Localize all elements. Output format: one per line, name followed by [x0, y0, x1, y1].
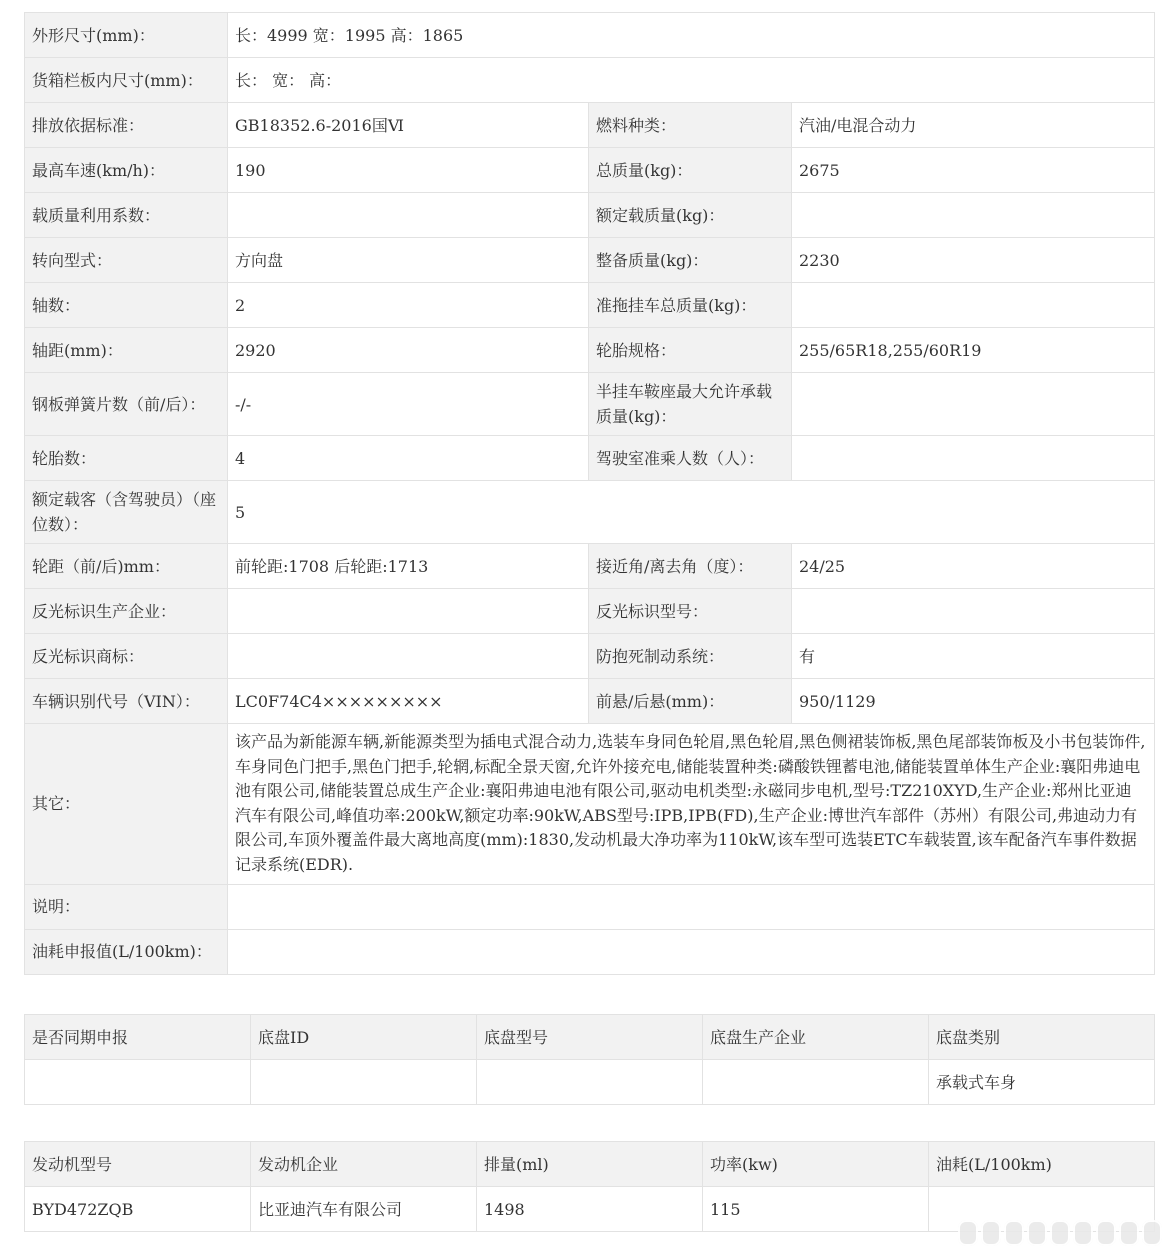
chassis-maker-value — [703, 1060, 929, 1105]
rated-load-label: 额定载质量(kg)： — [589, 193, 792, 238]
spring-leaves-label: 钢板弹簧片数（前/后）： — [25, 373, 228, 436]
engine-table — [24, 1141, 1155, 1232]
cargo-dimensions-label: 货箱栏板内尺寸(mm)： — [25, 58, 228, 103]
spec-row-vin — [25, 679, 1155, 724]
rated-load-value — [792, 193, 1155, 238]
spec-row-tires — [25, 436, 1155, 481]
max-speed-value: 190 — [228, 148, 589, 193]
other-label: 其它： — [25, 724, 228, 885]
vehicle-spec-table — [24, 12, 1155, 975]
total-mass-value: 2675 — [792, 148, 1155, 193]
watermark-logo — [958, 1220, 1162, 1246]
load-coefficient-value — [228, 193, 589, 238]
total-mass-label: 总质量(kg)： — [589, 148, 792, 193]
fuel-consumption-label: 油耗申报值(L/100km)： — [25, 929, 228, 974]
track-width-label: 轮距（前/后)mm： — [25, 544, 228, 589]
engine-model-value: BYD472ZQB — [25, 1187, 251, 1232]
engine-header-row — [25, 1142, 1155, 1187]
seats-value: 5 — [228, 481, 1155, 544]
wheelbase-label: 轴距(mm)： — [25, 328, 228, 373]
note-value — [228, 884, 1155, 929]
chassis-header-maker: 底盘生产企业 — [703, 1015, 929, 1060]
tire-spec-label: 轮胎规格： — [589, 328, 792, 373]
chassis-header-id: 底盘ID — [251, 1015, 477, 1060]
tire-count-value: 4 — [228, 436, 589, 481]
spec-row-seats — [25, 481, 1155, 544]
note-label: 说明： — [25, 884, 228, 929]
chassis-model-value — [477, 1060, 703, 1105]
chassis-table — [24, 1014, 1155, 1105]
trailer-mass-label: 准拖挂车总质量(kg)： — [589, 283, 792, 328]
emission-standard-label: 排放依据标准： — [25, 103, 228, 148]
chassis-concurrent-value — [25, 1060, 251, 1105]
engine-header-power: 功率(kw) — [703, 1142, 929, 1187]
spec-row-load — [25, 193, 1155, 238]
chassis-category-value: 承载式车身 — [929, 1060, 1155, 1105]
spec-row-reflector — [25, 589, 1155, 634]
approach-departure-angle-value: 24/25 — [792, 544, 1155, 589]
engine-displacement-value: 1498 — [477, 1187, 703, 1232]
spec-row-dimensions — [25, 13, 1155, 58]
chassis-header-row — [25, 1015, 1155, 1060]
cab-passengers-value — [792, 436, 1155, 481]
engine-maker-value: 比亚迪汽车有限公司 — [251, 1187, 477, 1232]
load-coefficient-label: 载质量利用系数： — [25, 193, 228, 238]
spec-row-other — [25, 724, 1155, 885]
spec-row-axles — [25, 283, 1155, 328]
cargo-dimensions-value: 长： 宽： 高： — [228, 58, 1155, 103]
vin-label: 车辆识别代号（VIN）： — [25, 679, 228, 724]
spec-row-steering — [25, 238, 1155, 283]
spec-row-fuel-consumption — [25, 929, 1155, 974]
steering-value: 方向盘 — [228, 238, 589, 283]
chassis-id-value — [251, 1060, 477, 1105]
reflector-model-label: 反光标识型号： — [589, 589, 792, 634]
vin-value: LC0F74C4××××××××× — [228, 679, 589, 724]
fuel-type-value: 汽油/电混合动力 — [792, 103, 1155, 148]
spec-row-speed — [25, 148, 1155, 193]
spec-row-track — [25, 544, 1155, 589]
seats-label: 额定载客（含驾驶员）（座位数）： — [25, 481, 228, 544]
engine-header-model: 发动机型号 — [25, 1142, 251, 1187]
chassis-header-category: 底盘类别 — [929, 1015, 1155, 1060]
chassis-header-model: 底盘型号 — [477, 1015, 703, 1060]
engine-header-fuel: 油耗(L/100km) — [929, 1142, 1155, 1187]
reflector-brand-label: 反光标识商标： — [25, 634, 228, 679]
reflector-maker-label: 反光标识生产企业： — [25, 589, 228, 634]
fuel-consumption-value — [228, 929, 1155, 974]
spec-row-emission — [25, 103, 1155, 148]
overhang-value: 950/1129 — [792, 679, 1155, 724]
spec-row-spring — [25, 373, 1155, 436]
spec-row-wheelbase — [25, 328, 1155, 373]
track-width-value: 前轮距:1708 后轮距:1713 — [228, 544, 589, 589]
reflector-maker-value — [228, 589, 589, 634]
saddle-load-label: 半挂车鞍座最大允许承载质量(kg)： — [589, 373, 792, 436]
max-speed-label: 最高车速(km/h)： — [25, 148, 228, 193]
emission-standard-value: GB18352.6-2016国Ⅵ — [228, 103, 589, 148]
abs-label: 防抱死制动系统： — [589, 634, 792, 679]
engine-header-displacement: 排量(ml) — [477, 1142, 703, 1187]
engine-power-value: 115 — [703, 1187, 929, 1232]
reflector-brand-value — [228, 634, 589, 679]
saddle-load-value — [792, 373, 1155, 436]
axles-value: 2 — [228, 283, 589, 328]
trailer-mass-value — [792, 283, 1155, 328]
reflector-model-value — [792, 589, 1155, 634]
engine-header-maker: 发动机企业 — [251, 1142, 477, 1187]
dimensions-label: 外形尺寸(mm)： — [25, 13, 228, 58]
chassis-header-concurrent: 是否同期申报 — [25, 1015, 251, 1060]
cab-passengers-label: 驾驶室准乘人数（人）： — [589, 436, 792, 481]
fuel-type-label: 燃料种类： — [589, 103, 792, 148]
chassis-data-row — [25, 1060, 1155, 1105]
overhang-label: 前悬/后悬(mm)： — [589, 679, 792, 724]
other-value: 该产品为新能源车辆,新能源类型为插电式混合动力,选装车身同色轮眉,黑色轮眉,黑色侧裙装饰板,黑色尾部装饰板及小书包装饰件,车身同色门把手,黑色门把手,轮辋,标配全景天窗,允许外接充电,储能装置种类:磷酸铁锂蓄电池,储能装置单体生产企业:襄阳弗迪电池有限公司,储能装置总成生产企业:襄阳弗迪电池有限公司,驱动电机类型:永磁同步电机,型号:TZ210XYD,生产企业:郑州比亚迪汽车有限公司,峰值功率:200kW,额定功率:90kW,ABS型号:IPB,IPB(FD),生产企业:博世汽车部件（苏州）有限公司,弗迪动力有限公司,车顶外覆盖件最大离地高度(mm):1830,发动机最大净功率为110kW,该车型可选装ETC车载装置,该车配备汽车事件数据记录系统(EDR). — [228, 724, 1155, 885]
tire-spec-value: 255/65R18,255/60R19 — [792, 328, 1155, 373]
tire-count-label: 轮胎数： — [25, 436, 228, 481]
curb-mass-value: 2230 — [792, 238, 1155, 283]
spec-row-note — [25, 884, 1155, 929]
curb-mass-label: 整备质量(kg)： — [589, 238, 792, 283]
abs-value: 有 — [792, 634, 1155, 679]
spec-row-brand-abs — [25, 634, 1155, 679]
spring-leaves-value: -/- — [228, 373, 589, 436]
approach-departure-angle-label: 接近角/离去角（度）： — [589, 544, 792, 589]
steering-label: 转向型式： — [25, 238, 228, 283]
dimensions-value: 长：4999 宽：1995 高：1865 — [228, 13, 1155, 58]
spec-row-cargo — [25, 58, 1155, 103]
wheelbase-value: 2920 — [228, 328, 589, 373]
axles-label: 轴数： — [25, 283, 228, 328]
